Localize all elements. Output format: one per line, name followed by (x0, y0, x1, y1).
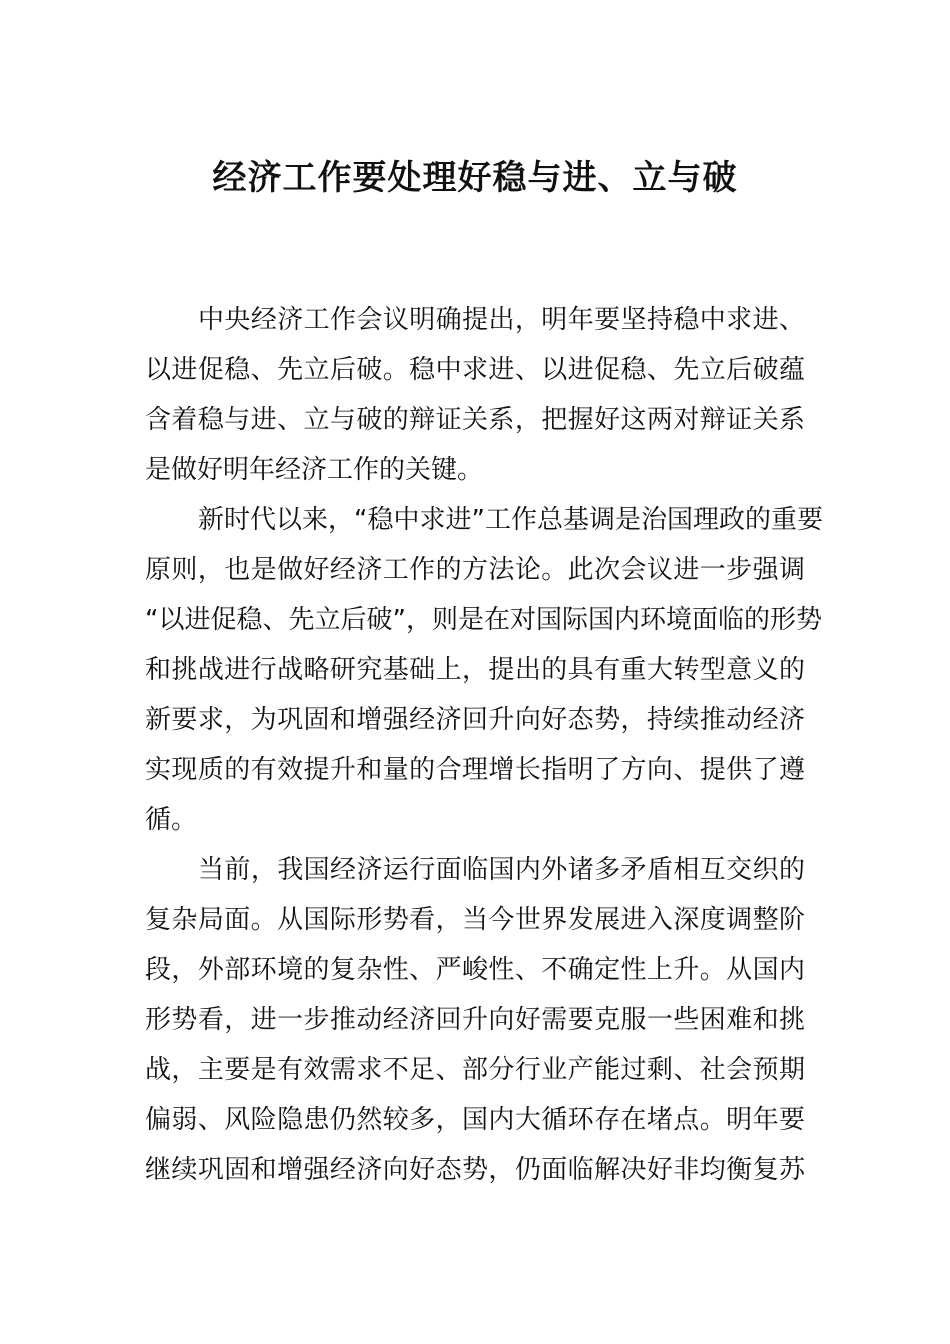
text-line: 实现质的有效提升和量的合理增长指明了方向、提供了遵 (145, 755, 805, 785)
text-line: 中央经济工作会议明确提出，明年要坚持稳中求进、 (198, 305, 805, 335)
text-line: 继续巩固和增强经济向好态势，仍面临解决好非均衡复苏 (145, 1155, 805, 1185)
text-line: 复杂局面。从国际形势看，当今世界发展进入深度调整阶 (145, 905, 805, 935)
text-line: 以进促稳、先立后破。稳中求进、以进促稳、先立后破蕴 (145, 355, 805, 385)
document-body (145, 295, 823, 1195)
paragraph (145, 495, 823, 845)
text-line: 段，外部环境的复杂性、严峻性、不确定性上升。从国内 (145, 955, 805, 985)
text-line: “以进促稳、先立后破”，则是在对国际国内环境面临的形势 (145, 605, 822, 635)
text-line: 是做好明年经济工作的关键。 (145, 455, 484, 485)
paragraph (145, 845, 805, 1195)
text-line: 战，主要是有效需求不足、部分行业产能过剩、社会预期 (145, 1055, 805, 1085)
text-line: 和挑战进行战略研究基础上，提出的具有重大转型意义的 (145, 655, 805, 685)
text-line: 当前，我国经济运行面临国内外诸多矛盾相互交织的 (198, 855, 805, 885)
paragraph (145, 295, 805, 495)
text-line: 新时代以来，“稳中求进”工作总基调是治国理政的重要 (198, 505, 823, 535)
text-line: 含着稳与进、立与破的辩证关系，把握好这两对辩证关系 (145, 405, 805, 435)
document-title: 经济工作要处理好稳与进、立与破 (212, 158, 738, 198)
text-line: 形势看，进一步推动经济回升向好需要克服一些困难和挑 (145, 1005, 805, 1035)
text-line: 偏弱、风险隐患仍然较多，国内大循环存在堵点。明年要 (145, 1105, 805, 1135)
text-line: 原则，也是做好经济工作的方法论。此次会议进一步强调 (145, 555, 805, 585)
text-line: 循。 (145, 805, 198, 835)
text-line: 新要求，为巩固和增强经济回升向好态势，持续推动经济 (145, 705, 805, 735)
